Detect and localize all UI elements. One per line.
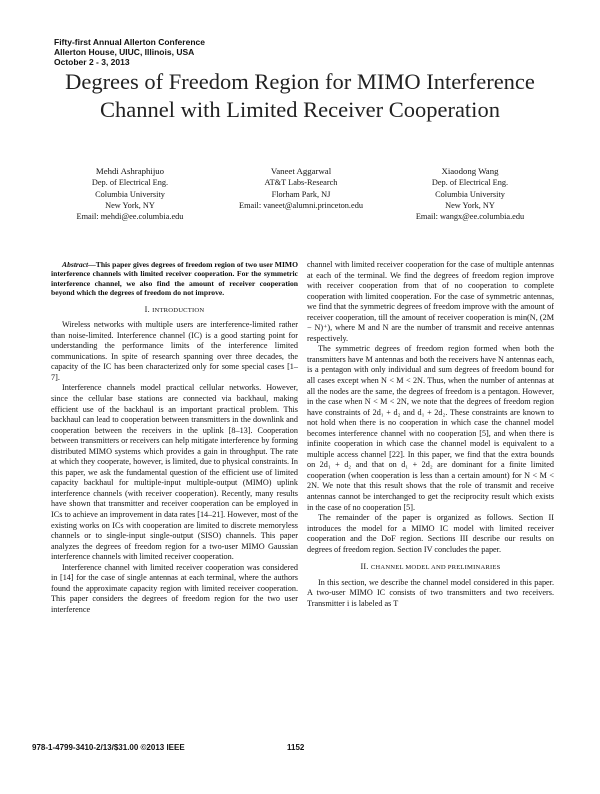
paper-title: Degrees of Freedom Region for MIMO Interference Channel with Limited Receiver Cooperation bbox=[65, 69, 535, 122]
left-column bbox=[51, 260, 298, 615]
paragraph: Wireless networks with multiple users are interference-limited rather than noise-limited. Interference channel (IC) is a good starting point for understanding the performance limits of the interference limited communications. In spite of research spanning over three decades, the capacity of the IC has been characterized only for some special cases [1–7]. bbox=[51, 320, 298, 382]
conference-name: Fifty-first Annual Allerton Conference bbox=[54, 37, 205, 47]
author-name: Xiaodong Wang bbox=[441, 166, 499, 176]
paragraph: The remainder of the paper is organized as follows. Section II introduces the model for a MIMO IC model with limited receiver cooperation and the DoF region. Sections III describe our results on degrees of freedom region. Section IV concludes the paper. bbox=[307, 513, 554, 554]
author-affiliation: Columbia University bbox=[435, 189, 505, 199]
right-column bbox=[307, 260, 554, 610]
paragraph: The symmetric degrees of freedom region formed when both the transmitters have M antennas and both the receivers have N antennas each, is a pentagon with only individual and sum degrees of freedom bound for all cases except when N < M < 2N. Thus, when the number of antennas at all the nodes are the same, the degrees of freedom is a pentagon. However, in the case when N < M < 2N, we note that the degrees of freedom region have constraints of 2d₁ + d₂ and d₁ + 2d₂. These constraints are known to not hold when there is no cooperation in which case the channel model becomes interference channel with no cooperation [5], and when there is infinite cooperation in which case the channel model is equivalent to a multiple access channel [22]. In this paper, we find that the extra bounds on 2d₁ + d₂ and that on d₁ + 2d₂ are dominant for a finite limited cooperation (when cooperation is less than a certain amount) for N < M < 2N. We note that this result shows that the role of transmit and receive antennas cannot be interchanged to get the reciprocity result which exists in the case of no cooperation [5]. bbox=[307, 344, 554, 512]
paragraph: Interference channels model practical cellular networks. However, since the cellular base stations are connected via backhaul, making efficient use of the backhaul is an important practical problem. This backhaul can lead to cooperation between transmitters in the downlink and cooperation between the receivers in the uplink [8–13]. Cooperation between transmitters or receivers can help mitigate interference by forming distributed MIMO systems which provides a gain in throughput. The rate at which they cooperate, however, is limited, due to physical constraints. In this paper, we ask the fundamental question of the efficient use of limited capacity backhaul for multiple-input multiple-output (MIMO) uplink interference channels (with receiver cooperation). Recently, many results have shown that transmitter and receiver cooperation can be employed in ICs to achieve an improvement in data rates [14–21]. However, most of the existing works on ICs with cooperation are limited to discrete memoryless channels or to single-input single-output (SISO) channels. This paper analyzes the degrees of freedom region for a two-user MIMO Gaussian interference channels with limited receiver cooperation. bbox=[51, 383, 298, 562]
author-affiliation: AT&T Labs-Research bbox=[264, 178, 338, 188]
author-3 bbox=[370, 166, 570, 222]
conference-venue: Allerton House, UIUC, Illinois, USA bbox=[54, 47, 195, 57]
author-affiliation: Dep. of Electrical Eng. bbox=[91, 178, 169, 188]
author-affiliation: New York, NY bbox=[105, 200, 155, 210]
author-affiliation: Dep. of Electrical Eng. bbox=[431, 178, 509, 188]
paragraph: In this section, we describe the channel model considered in this paper. A two-user MIMO IC consists of two transmitters and two receivers. Transmitter i is labeled as T bbox=[307, 577, 554, 608]
conference-header bbox=[54, 37, 314, 67]
author-email: Email: wangx@ee.columbia.edu bbox=[415, 212, 525, 222]
author-name: Vaneet Aggarwal bbox=[270, 166, 332, 176]
conference-dates: October 2 - 3, 2013 bbox=[54, 57, 130, 67]
author-email: Email: mehdi@ee.columbia.edu bbox=[76, 212, 184, 222]
author-affiliation: Florham Park, NJ bbox=[271, 189, 331, 199]
author-name: Mehdi Ashraphijuo bbox=[95, 166, 165, 176]
abstract bbox=[51, 260, 298, 298]
paragraph: channel with limited receiver cooperation for the case of multiple antennas at each of the terminal. We find the degrees of freedom region improve with receiver cooperation from that of no cooperation to complete cooperation with limited cooperation. For the case of symmetric antennas, we find that the symmetric degrees of freedom improve with the amount of receiver cooperation, till the amount of receiver cooperation is min(N, (2M − N)⁺), where M and N are the number of transmit and receive antennas respectively. bbox=[307, 260, 554, 343]
section-heading-introduction: I. INTRODUCTION bbox=[144, 304, 205, 314]
author-affiliation: Columbia University bbox=[95, 189, 165, 199]
abstract-label: Abstract bbox=[62, 260, 89, 269]
abstract-text: —This paper gives degrees of freedom region of two user MIMO interference channels with limited receiver cooperation. For the symmetric interference channel, we also find the amount of receiver cooperation beyond which the degrees of freedom do not improve. bbox=[51, 260, 298, 298]
footer-page-number: 1152 bbox=[287, 743, 305, 752]
paragraph: Interference channel with limited receiver cooperation was considered in [14] for the case of single antennas at each terminal, where the authors found the approximate capacity region with limited receiver cooperation. This paper considers the degrees of freedom region for the two user interference bbox=[51, 562, 298, 614]
section-heading-channel-model: II. CHANNEL MODEL AND PRELIMINARIES bbox=[360, 562, 501, 572]
author-email: Email: vaneet@alumni.princeton.edu bbox=[239, 200, 363, 210]
footer-isbn: 978-1-4799-3410-2/13/$31.00 ©2013 IEEE bbox=[32, 743, 185, 752]
author-1 bbox=[30, 166, 230, 222]
author-affiliation: New York, NY bbox=[445, 200, 495, 210]
